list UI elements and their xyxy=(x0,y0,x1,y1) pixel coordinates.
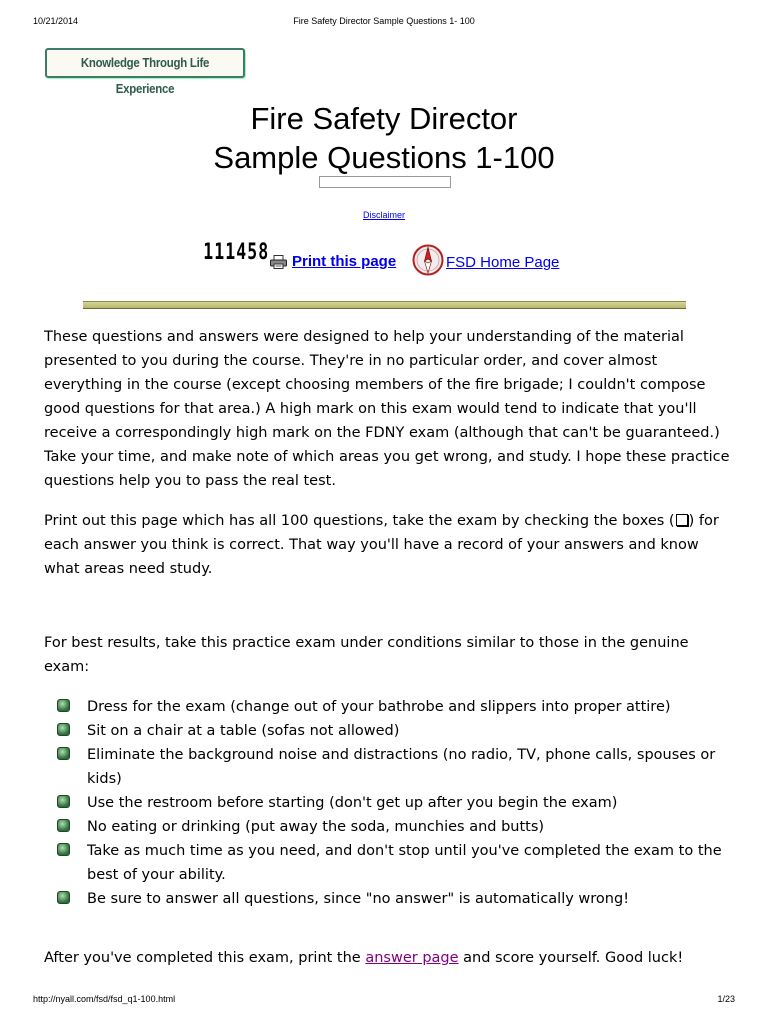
conditions-intro: For best results, take this practice exam under conditions similar to those in the genuine exam: xyxy=(44,635,689,675)
checkbox-glyph-icon xyxy=(676,514,688,526)
list-item-text: Dress for the exam (change out of your bathrobe and slippers into proper attire) xyxy=(87,699,671,715)
list-item xyxy=(57,743,737,791)
counter-digit: 5 xyxy=(247,240,258,265)
green-bullet-icon xyxy=(57,747,70,760)
banner-text: Knowledge Through Life Experience xyxy=(80,55,210,96)
intro-paragraph: These questions and answers were designed to help your understanding of the material presented to you during the course. They're in no particular order, and cover almost everything in the course (except choosing members of the fire brigade; I couldn't compose good questions for that area.) A high mark on this exam would tend to indicate that you'll receive a correspondingly high mark on the FDNY exam (although that can't be guaranteed.) Take your time, and make note of which areas you get wrong, and study. I hope these practice questions help you to pass the real test. xyxy=(44,329,730,489)
knowledge-banner xyxy=(45,48,245,96)
list-item-text: Use the restroom before starting (don't get up after you begin the exam) xyxy=(87,795,618,811)
list-item-text: No eating or drinking (put away the soda, munchies and butts) xyxy=(87,819,545,835)
green-bullet-icon xyxy=(57,795,70,808)
instructions-paragraph xyxy=(44,509,734,581)
green-bullet-icon xyxy=(57,843,70,856)
hit-counter xyxy=(202,240,267,266)
fire-department-compass-icon[interactable] xyxy=(412,244,444,276)
closing-text-before: After you've completed this exam, print the xyxy=(44,950,366,966)
answer-page-link[interactable]: answer page xyxy=(365,950,459,966)
empty-text-field[interactable] xyxy=(319,176,451,188)
print-footer-url: http://nyall.com/fsd/fsd_q1-100.html xyxy=(33,994,176,1004)
counter-digit: 8 xyxy=(258,240,269,265)
closing-text-after: and score yourself. Good luck! xyxy=(458,950,684,966)
list-item xyxy=(57,839,737,887)
list-item-text: Be sure to answer all questions, since "no answer" is automatically wrong! xyxy=(87,891,630,907)
closing-paragraph xyxy=(44,946,734,970)
disclaimer-row xyxy=(0,210,768,220)
green-bullet-icon xyxy=(57,819,70,832)
instructions-text-after: ) for each answer you think is correct. That way you'll have a record of your answers and know what areas need study. xyxy=(44,513,719,577)
print-header-title: Fire Safety Director Sample Questions 1- 100 xyxy=(293,16,475,26)
conditions-list xyxy=(57,695,737,911)
list-item xyxy=(57,719,737,743)
green-bullet-icon xyxy=(57,891,70,904)
list-item xyxy=(57,887,737,911)
counter-digit: 4 xyxy=(236,240,247,265)
list-item xyxy=(57,695,737,719)
printer-icon[interactable] xyxy=(270,255,287,269)
green-bullet-icon xyxy=(57,699,70,712)
fsd-home-link[interactable]: FSD Home Page xyxy=(446,254,560,271)
counter-digit: 1 xyxy=(203,240,214,265)
print-header-date: 10/21/2014 xyxy=(33,16,79,26)
counter-digit: 1 xyxy=(214,240,225,265)
instructions-text-before: Print out this page which has all 100 questions, take the exam by checking the boxes ( xyxy=(44,513,675,529)
counter-digit: 1 xyxy=(225,240,236,265)
print-footer-page-number: 1/23 xyxy=(717,994,735,1004)
print-page-link[interactable]: Print this page xyxy=(292,253,397,270)
green-bullet-icon xyxy=(57,723,70,736)
disclaimer-link[interactable]: Disclaimer xyxy=(362,210,405,220)
page-title-line1: Fire Safety Director xyxy=(250,101,518,136)
horizontal-divider xyxy=(83,301,686,309)
page-title-line2: Sample Questions 1-100 xyxy=(213,140,555,175)
list-item-text: Eliminate the background noise and distractions (no radio, TV, phone calls, spouses or kids) xyxy=(87,747,716,787)
list-item-text: Take as much time as you need, and don't stop until you've completed the exam to the best of your ability. xyxy=(87,843,722,883)
list-item-text: Sit on a chair at a table (sofas not allowed) xyxy=(87,723,400,739)
list-item xyxy=(57,815,737,839)
list-item xyxy=(57,791,737,815)
